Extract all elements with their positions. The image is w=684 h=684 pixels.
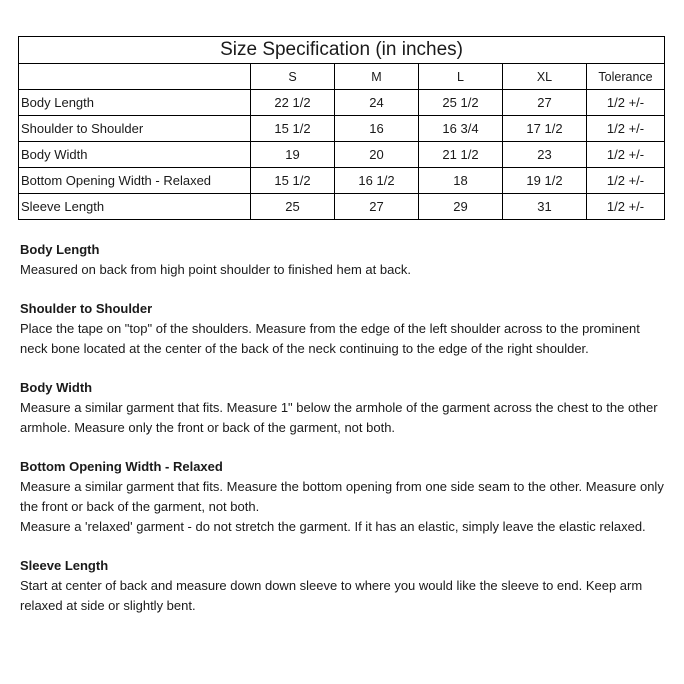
table-cell: 15 1/2 (251, 116, 335, 142)
table-row (19, 142, 665, 168)
section-heading: Bottom Opening Width - Relaxed (20, 459, 223, 474)
table-header-row (19, 64, 665, 90)
table-cell: 16 1/2 (335, 168, 419, 194)
section-body-length (20, 240, 670, 280)
section-heading: Body Width (20, 380, 93, 395)
measurement-descriptions (20, 240, 670, 635)
table-row (19, 90, 665, 116)
table-cell: 23 (503, 142, 587, 168)
row-label: Body Width (19, 142, 251, 168)
table-cell: 16 (335, 116, 419, 142)
section-heading: Sleeve Length (20, 558, 109, 573)
table-cell: 20 (335, 142, 419, 168)
section-text: Place the tape on "top" of the shoulders. Measure from the edge of the left shoulder across to the prominent neck bone located at the center of the back of the neck continuing to the edge of the right shoulder. (20, 321, 640, 356)
header-size-l: L (419, 64, 503, 90)
header-size-m: M (335, 64, 419, 90)
table-cell: 17 1/2 (503, 116, 587, 142)
table-cell: 15 1/2 (251, 168, 335, 194)
size-spec-table (18, 36, 665, 220)
header-size-xl: XL (503, 64, 587, 90)
table-row (19, 194, 665, 220)
section-text: Measure a 'relaxed' garment - do not stretch the garment. If it has an elastic, simply leave the elastic relaxed. (20, 519, 646, 534)
table-cell: 1/2 +/- (587, 194, 665, 220)
header-blank-cell (19, 64, 251, 90)
table-cell: 29 (419, 194, 503, 220)
section-heading: Shoulder to Shoulder (20, 301, 153, 316)
section-text: Measured on back from high point shoulder to finished hem at back. (20, 262, 411, 277)
table-title: Size Specification (in inches) (19, 37, 665, 64)
table-cell: 1/2 +/- (587, 116, 665, 142)
table-cell: 27 (503, 90, 587, 116)
table-cell: 1/2 +/- (587, 142, 665, 168)
table-title-row (19, 37, 665, 64)
table-cell: 19 1/2 (503, 168, 587, 194)
header-tolerance: Tolerance (587, 64, 665, 90)
row-label: Bottom Opening Width - Relaxed (19, 168, 251, 194)
table-row (19, 168, 665, 194)
row-label: Shoulder to Shoulder (19, 116, 251, 142)
table-cell: 31 (503, 194, 587, 220)
section-bottom-opening-width (20, 457, 670, 537)
table-cell: 22 1/2 (251, 90, 335, 116)
section-shoulder-to-shoulder (20, 299, 670, 359)
table-cell: 19 (251, 142, 335, 168)
header-size-s: S (251, 64, 335, 90)
section-heading: Body Length (20, 242, 100, 257)
table-cell: 24 (335, 90, 419, 116)
section-text: Measure a similar garment that fits. Measure 1" below the armhole of the garment across the chest to the other armhole. Measure only the front or back of the garment, not both. (20, 400, 658, 435)
section-sleeve-length (20, 556, 670, 616)
row-label: Sleeve Length (19, 194, 251, 220)
table-cell: 21 1/2 (419, 142, 503, 168)
table-cell: 27 (335, 194, 419, 220)
row-label: Body Length (19, 90, 251, 116)
table-cell: 1/2 +/- (587, 168, 665, 194)
table-cell: 25 (251, 194, 335, 220)
table-cell: 25 1/2 (419, 90, 503, 116)
table-cell: 16 3/4 (419, 116, 503, 142)
table-cell: 18 (419, 168, 503, 194)
table-cell: 1/2 +/- (587, 90, 665, 116)
section-text: Measure a similar garment that fits. Measure the bottom opening from one side seam to the other. Measure only the front or back of the garment, not both. (20, 479, 664, 514)
section-text: Start at center of back and measure down down sleeve to where you would like the sleeve to end. Keep arm relaxed at side or slightly bent. (20, 578, 643, 613)
section-body-width (20, 378, 670, 438)
table-row (19, 116, 665, 142)
